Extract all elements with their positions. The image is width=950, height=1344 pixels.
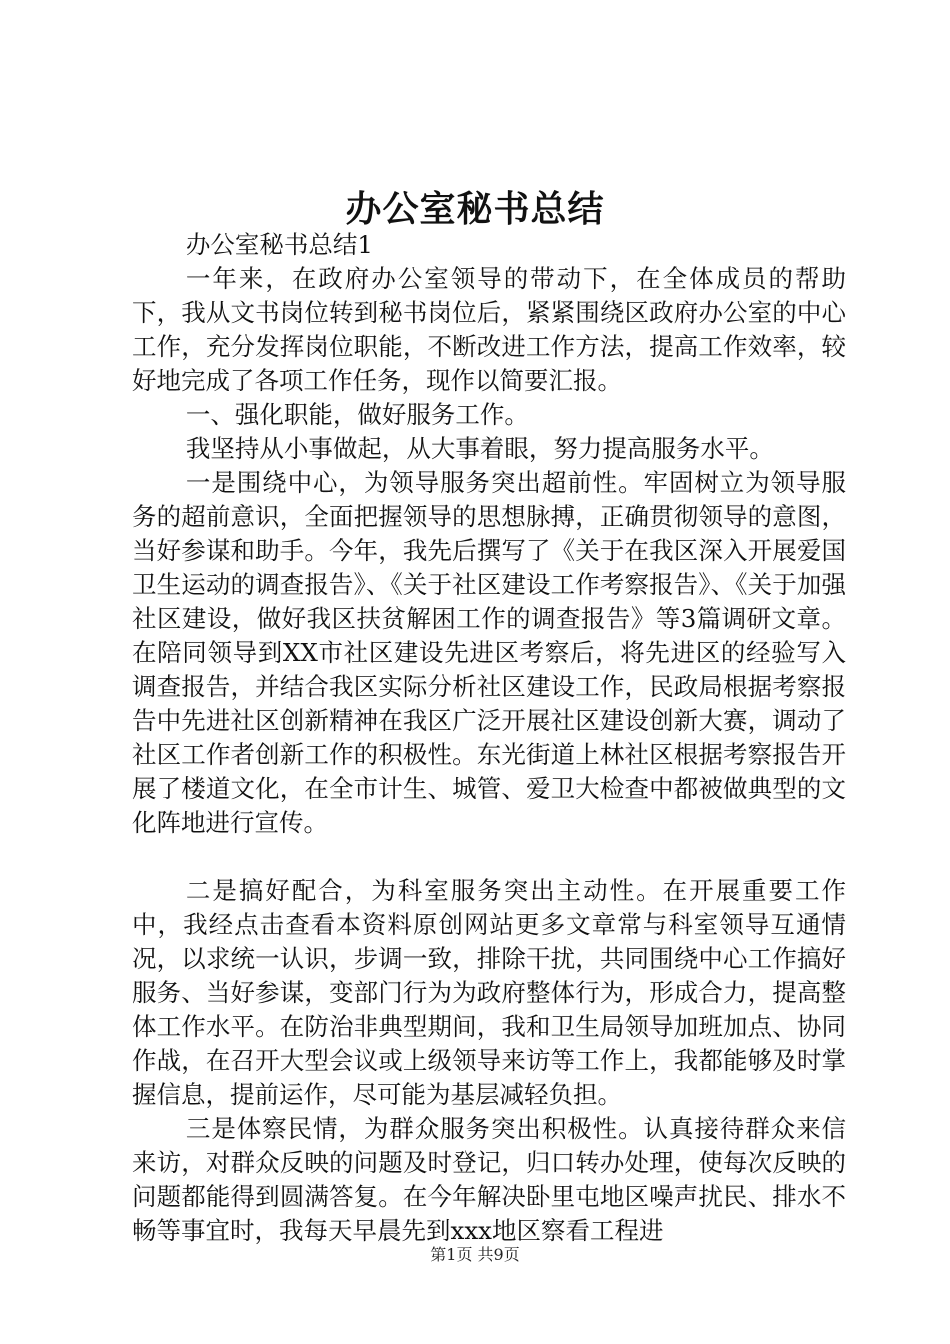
paragraph-section-heading: 一、强化职能，做好服务工作。	[185, 400, 529, 429]
paragraph-point-one: 一是围绕中心，为领导服务突出超前性。牢固树立为领导服务的超前意识，全面把握领导的思想脉搏，正确贯彻领导的意图，当好参谋和助手。今年，我先后撰写了《关于在我区深入开展爱国卫生运动的调查报告》、《关于社区建设工作考察报告》、《关于加强社区建设，做好我区扶贫解困工作的调查报告》等3篇调研文章。在陪同领导到XX市社区建设先进区考察后，将先进区的经验写入调查报告，并结合我区实际分析社区建设工作，民政局根据考察报告中先进社区创新精神在我区广泛开展社区建设创新大赛，调动了社区工作者创新工作的积极性。东光街道上林社区根据考察报告开展了楼道文化，在全市计生、城管、爱卫大检查中都被做典型的文化阵地进行宣传。	[132, 468, 846, 837]
paragraph-point-two: 二是搞好配合，为科室服务突出主动性。在开展重要工作中，我经点击查看本资料原创网站更多文章常与科室领导互通情况，以求统一认识，步调一致，排除干扰，共同围绕中心工作搞好服务、当好参谋，变部门行为为政府整体行为，形成合力，提高整体工作水平。在防治非典型期间，我和卫生局领导加班加点、协同作战，在召开大型会议或上级领导来访等工作上，我都能够及时掌握信息，提前运作，尽可能为基层减轻负担。	[132, 876, 846, 1109]
page-footer: 第1页 共9页	[430, 1245, 520, 1264]
paragraph-subtitle: 办公室秘书总结1	[185, 230, 373, 259]
document-title: 办公室秘书总结	[345, 188, 605, 230]
paragraph-point-three: 三是体察民情，为群众服务突出积极性。认真接待群众来信来访，对群众反映的问题及时登记，归口转办处理，使每次反映的问题都能得到圆满答复。在今年解决卧里屯地区噪声扰民、排水不畅等事宜时，我每天早晨先到xxx地区察看工程进	[132, 1114, 846, 1245]
paragraph-intro: 一年来，在政府办公室领导的带动下，在全体成员的帮助下，我从文书岗位转到秘书岗位后，紧紧围绕区政府办公室的中心工作，充分发挥岗位职能，不断改进工作方法，提高工作效率，较好地完成了各项工作任务，现作以简要汇报。	[132, 264, 846, 395]
document-body	[132, 228, 846, 1248]
paragraph-summary: 我坚持从小事做起，从大事着眼，努力提高服务水平。	[185, 434, 774, 463]
